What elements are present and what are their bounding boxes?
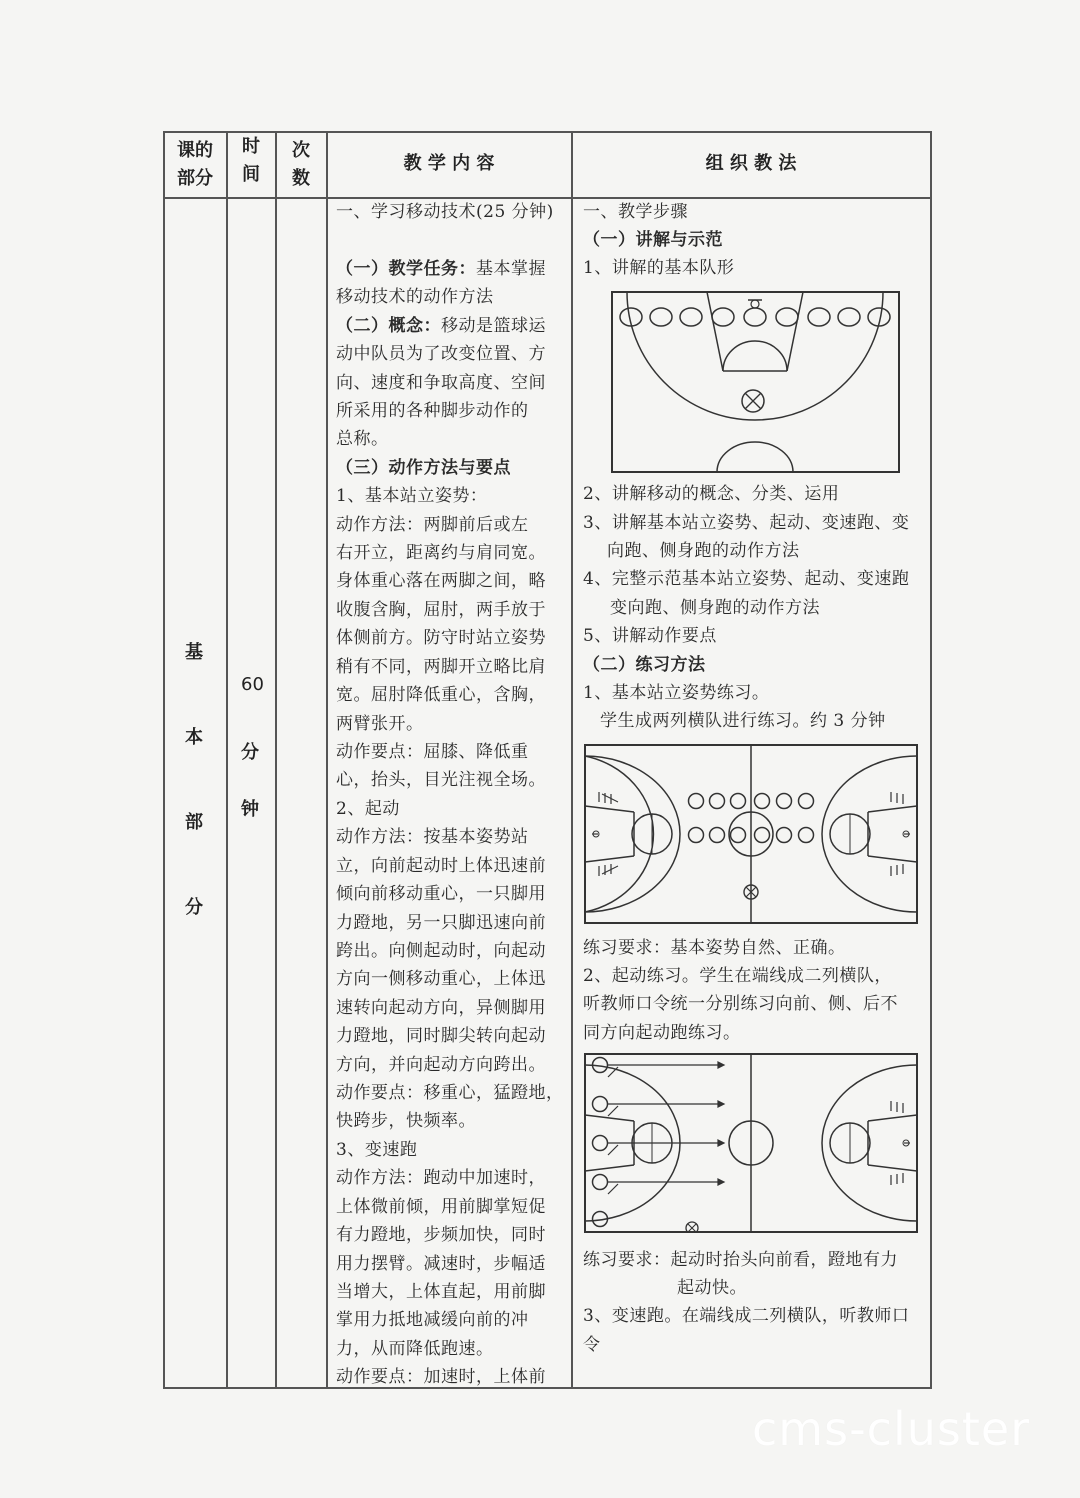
header-part-line2: 部分 [177, 168, 213, 189]
content-line: 动中队员为了改变位置、方 [336, 344, 546, 365]
table-border-left [163, 131, 165, 1389]
part-char-2: 本 [185, 727, 203, 748]
table-border-right [930, 131, 932, 1389]
col-divider-2 [275, 131, 277, 1389]
content-line: 身体重心落在两脚之间，略 [336, 571, 546, 592]
header-count-line1: 次 [292, 140, 310, 161]
content-line: 掌用力抵地减缓向前的冲 [336, 1310, 529, 1331]
content-line: 动作方法：两脚前后或左 [336, 514, 529, 535]
method-requirement2b: 起动快。 [677, 1278, 747, 1298]
content-line: 两臂张开。 [336, 713, 424, 734]
content-line: 方向，并向起动方向跨出。 [336, 1054, 546, 1075]
content-line-label: （二）概念： [336, 315, 441, 336]
content-line-rest: 移动是篮球运 [441, 315, 546, 336]
content-line: 心，抬头，目光注视全场。 [336, 770, 546, 791]
method-item4a: 4、完整示范基本站立姿势、起动、变速跑 [583, 569, 910, 589]
col-divider-4 [571, 131, 573, 1389]
col-divider-1 [226, 131, 228, 1389]
method-requirement2a: 练习要求：起动时抬头向前看，蹬地有力 [583, 1250, 898, 1270]
content-line: 稍有不同，两脚开立略比肩 [336, 656, 546, 677]
method-sub1: （一）讲解与示范 [583, 230, 723, 250]
content-line: 体侧前方。防守时站立姿势 [336, 628, 546, 649]
method-practice1: 1、基本站立姿势练习。 [583, 683, 770, 703]
content-line: 动作要点：移重心，猛蹬地， [336, 1083, 564, 1104]
method-practice2a: 2、起动练习。学生在端线成二列横队， [583, 966, 892, 986]
method-item3b: 向跑、侧身跑的动作方法 [607, 541, 800, 561]
content-line-label: （一）教学任务： [336, 258, 476, 279]
content-line: 倾向前移动重心，一只脚用 [336, 884, 546, 905]
content-line: 2、起动 [336, 798, 400, 819]
content-line: 动作方法：跑动中加速时， [336, 1168, 546, 1189]
header-content: 教 学 内 容 [403, 153, 495, 174]
header-time-line2: 间 [242, 164, 260, 185]
content-line: 力蹬地，另一只脚迅速向前 [336, 912, 546, 933]
content-line: 移动技术的动作方法 [336, 287, 494, 308]
content-line: 立，向前起动时上体迅速前 [336, 855, 546, 876]
method-item5: 5、讲解动作要点 [583, 626, 717, 646]
method-practice1b: 学生成两列横队进行练习。约 3 分钟 [600, 711, 886, 731]
time-value: 60 [241, 674, 264, 695]
content-line: 向、速度和争取高度、空间 [336, 372, 546, 393]
part-char-1: 基 [185, 642, 203, 663]
table-border-top [163, 131, 931, 133]
header-part [164, 137, 226, 193]
method-item2: 2、讲解移动的概念、分类、运用 [583, 484, 840, 504]
content-line: 方向一侧移动重心，上体迅 [336, 969, 546, 990]
content-line: 宽。屈肘降低重心，含胸， [336, 685, 546, 706]
time-char-1: 分 [241, 742, 259, 763]
part-char-4: 分 [185, 897, 203, 918]
method-step-title: 一、教学步骤 [583, 202, 688, 222]
method-practice3b: 令 [583, 1335, 601, 1355]
method-practice2b: 听教师口令统一分别练习向前、侧、后不 [583, 994, 898, 1014]
content-line: 速转向起动方向，异侧脚用 [336, 997, 546, 1018]
part-char-3: 部 [185, 812, 203, 833]
header-part-line1: 课的 [177, 140, 213, 161]
header-count-line2: 数 [292, 168, 310, 189]
method-requirement1: 练习要求：基本姿势自然、正确。 [583, 938, 846, 958]
method-item1: 1、讲解的基本队形 [583, 258, 735, 278]
content-line: 1、基本站立姿势： [336, 486, 488, 507]
content-line: 力蹬地，同时脚尖转向起动 [336, 1026, 546, 1047]
content-line: 当增大，上体直起，用前脚 [336, 1281, 546, 1302]
content-line: 有力蹬地，步频加快，同时 [336, 1225, 546, 1246]
content-line: 动作要点：加速时，上体前 [336, 1367, 546, 1388]
content-line: 上体微前倾，用前脚掌短促 [336, 1196, 546, 1217]
time-char-2: 钟 [241, 799, 259, 820]
content-line: 快跨步，快频率。 [336, 1111, 476, 1132]
method-practice2c: 同方向起动跑练习。 [583, 1023, 741, 1043]
table-border-bottom [163, 1387, 931, 1389]
content-line: 总称。 [336, 429, 389, 450]
header-method: 组 织 教 法 [705, 153, 797, 174]
content-line: 所采用的各种脚步动作的 [336, 400, 529, 421]
content-line: 右开立，距离约与肩同宽。 [336, 543, 546, 564]
content-line: 一、学习移动技术(25 分钟) [336, 202, 554, 222]
header-time [227, 133, 275, 189]
content-line: 3、变速跑 [336, 1139, 418, 1160]
half-court-formation-diagram [611, 291, 900, 473]
full-court-two-rows-diagram [584, 744, 918, 924]
method-item4b: 变向跑、侧身跑的动作方法 [610, 598, 820, 618]
method-item3a: 3、讲解基本站立姿势、起动、变速跑、变 [583, 513, 910, 533]
content-line: 力，从而降低跑速。 [336, 1338, 494, 1359]
header-time-line1: 时 [242, 136, 260, 157]
header-count [276, 137, 326, 193]
content-line: （三）动作方法与要点 [336, 457, 511, 478]
content-line-rest: 基本掌握 [476, 258, 546, 279]
method-practice3a: 3、变速跑。在端线成二列横队，听教师口 [583, 1306, 910, 1326]
start-drill-diagram [584, 1053, 918, 1233]
content-line [336, 255, 546, 283]
content-line: 收腹含胸，屈肘，两手放于 [336, 599, 546, 620]
col-divider-3 [326, 131, 328, 1389]
content-line: 跨出。向侧起动时，向起动 [336, 940, 546, 961]
watermark: cms-cluster [752, 1402, 1031, 1456]
method-sub2: （二）练习方法 [583, 655, 706, 675]
content-line: 用力摆臂。减速时，步幅适 [336, 1253, 546, 1274]
content-line: 动作方法：按基本姿势站 [336, 827, 529, 848]
content-line: 动作要点：屈膝、降低重 [336, 741, 529, 762]
content-line [336, 312, 546, 340]
